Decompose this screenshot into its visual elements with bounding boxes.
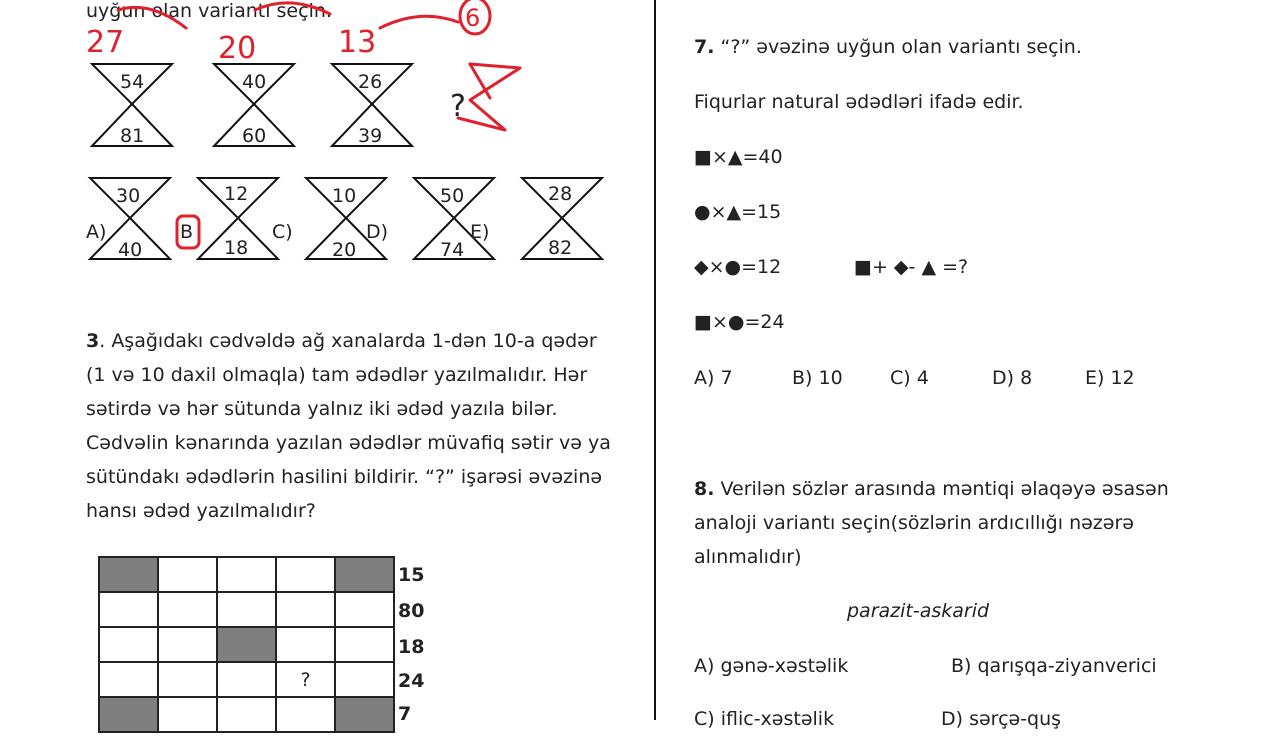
circle-icon: ● [727, 311, 745, 333]
grid-cell[interactable] [158, 627, 217, 662]
q8-number: 8. [694, 478, 715, 500]
q8-option-a[interactable]: A) gənə-xəstəlik [694, 655, 849, 677]
diamond-icon: ◆ [694, 256, 709, 278]
grid-cell[interactable] [276, 592, 335, 627]
grid-cell[interactable] [158, 557, 217, 592]
opt-c-bottom: 20 [332, 239, 357, 261]
q7-title: 7. “?” əvəzinə uyğun olan variantı seçin. [694, 36, 1082, 58]
opt-a-label: A) [86, 221, 107, 243]
grid-cell[interactable] [276, 627, 335, 662]
hand-number-13: 13 [338, 25, 377, 60]
q8-option-c[interactable]: C) iflic-xəstəlik [694, 708, 835, 730]
fig3-bottom: 39 [358, 125, 383, 147]
equation-2: ●×▲=15 [694, 201, 782, 223]
opt-e-top: 28 [548, 183, 573, 205]
example-figure-2 [214, 64, 294, 147]
circle-icon: ● [694, 201, 711, 223]
q7-subtitle: Fiqurlar natural ədədləri ifadə edir. [694, 91, 1024, 113]
page-divider [654, 0, 656, 720]
q7-option-b[interactable]: B) 10 [792, 367, 843, 389]
grid-cell [335, 697, 394, 732]
hand-number-20: 20 [218, 31, 257, 66]
q3-line-1: 3. Aşağıdakı cədvəldə ağ xanalarda 1-dən 10-a qədər [86, 330, 597, 352]
opt-d-label: D) [366, 221, 389, 243]
q3-line-2: (1 və 10 daxil olmaqla) tam ədədlər yazılmalıdır. Hər [86, 364, 588, 386]
row-product-2: 80 [398, 600, 425, 622]
opt-d-bottom: 74 [440, 239, 465, 261]
q3-line-5: sütündakı ədədlərin hasilini bildirir. “?” işarəsi əvəzinə [86, 466, 603, 488]
q3-line-3: sətirdə və hər sütunda yalnız iki ədəd yazıla bilər. [86, 398, 558, 420]
grid-cell[interactable] [217, 662, 276, 697]
grid-cell [217, 627, 276, 662]
q7-option-c[interactable]: C) 4 [890, 367, 929, 389]
option-b[interactable] [177, 178, 278, 259]
square-icon: ■ [694, 146, 712, 168]
q7-option-a[interactable]: A) 7 [694, 367, 733, 389]
fig3-top: 26 [358, 71, 383, 93]
opt-b-top: 12 [224, 183, 249, 205]
triangle-icon: ▲ [727, 146, 743, 168]
fig1-top: 54 [120, 71, 145, 93]
opt-e-bottom: 82 [548, 237, 573, 259]
hand-question-mark: ? [450, 89, 466, 124]
grid-cell[interactable] [335, 592, 394, 627]
q3-number: 3 [86, 330, 100, 352]
example-figure-1 [92, 64, 172, 147]
times-icon: × [708, 256, 725, 278]
triangle-icon: ▲ [921, 256, 937, 278]
grid-cell [335, 557, 394, 592]
q3-line-6: hansı ədəd yazılmalıdır? [86, 500, 316, 522]
option-e[interactable] [470, 178, 602, 259]
grid-cell[interactable] [99, 627, 158, 662]
grid-cell [99, 697, 158, 732]
fig1-bottom: 81 [120, 125, 145, 147]
option-d[interactable] [366, 178, 494, 261]
grid-cell[interactable] [217, 557, 276, 592]
times-icon: × [710, 201, 727, 223]
times-icon: × [711, 311, 728, 333]
hand-number-6: 6 [465, 4, 481, 32]
row-product-5: 7 [398, 703, 412, 725]
square-icon: ■ [694, 311, 712, 333]
opt-a-bottom: 40 [118, 239, 143, 261]
grid-cell[interactable] [158, 592, 217, 627]
opt-c-label: C) [272, 221, 293, 243]
grid-cell[interactable] [276, 557, 335, 592]
q2-header-fragment: uyğun olan variantı seçin. [86, 0, 332, 22]
q8-line-1: 8. Verilən sözlər arasında məntiqi əlaqəyə əsasən [694, 478, 1169, 500]
example-figures [90, 62, 430, 152]
product-grid [98, 556, 395, 733]
times-icon: × [711, 146, 728, 168]
row-product-1: 15 [398, 564, 425, 586]
grid-cell[interactable] [335, 662, 394, 697]
grid-cell[interactable] [335, 627, 394, 662]
equation-3: ◆×●=12 [694, 256, 782, 278]
fig2-top: 40 [242, 71, 267, 93]
grid-cell [99, 557, 158, 592]
grid-cell[interactable] [217, 697, 276, 732]
q8-line-2: analoji variantı seçin(sözlərin ardıcıllığı nəzərə [694, 512, 1134, 534]
q8-word-pair: parazit-askarid [847, 600, 990, 622]
square-icon: ■ [854, 256, 872, 278]
option-c[interactable] [272, 178, 389, 261]
grid-cell[interactable] [158, 697, 217, 732]
q7-option-d[interactable]: D) 8 [992, 367, 1033, 389]
fig2-bottom: 60 [242, 125, 267, 147]
triangle-icon: ▲ [726, 201, 742, 223]
q7-option-e[interactable]: E) 12 [1085, 367, 1135, 389]
opt-c-top: 10 [332, 185, 357, 207]
q8-option-b[interactable]: B) qarışqa-ziyanverici [951, 655, 1157, 677]
grid-cell[interactable] [99, 662, 158, 697]
option-a[interactable] [86, 178, 170, 261]
grid-cell[interactable] [158, 662, 217, 697]
grid-cell[interactable] [99, 592, 158, 627]
opt-a-top: 30 [116, 185, 141, 207]
example-figure-3 [332, 64, 412, 147]
row-product-4: 24 [398, 670, 425, 692]
q7-number: 7. [694, 36, 715, 58]
answer-figures [84, 176, 614, 266]
opt-d-top: 50 [440, 185, 465, 207]
circle-icon: ● [724, 256, 742, 278]
grid-cell-question[interactable]: ? [276, 662, 335, 697]
hand-number-27: 27 [86, 25, 125, 60]
diamond-icon: ◆ [893, 256, 909, 278]
q8-option-d[interactable]: D) sərçə-quş [941, 708, 1062, 730]
row-product-3: 18 [398, 636, 425, 658]
opt-e-label: E) [470, 221, 490, 243]
equation-4: ■×●=24 [694, 311, 785, 333]
opt-b-label: B [180, 221, 194, 243]
grid-cell[interactable] [276, 697, 335, 732]
opt-b-bottom: 18 [224, 237, 249, 259]
grid-cell[interactable] [217, 592, 276, 627]
equation-question: ■+ ◆- ▲ =? [854, 256, 969, 278]
q3-line-4: Cədvəlin kənarında yazılan ədədlər müvafiq sətir və ya [86, 432, 611, 454]
equation-1: ■×▲=40 [694, 146, 783, 168]
q8-line-3: alınmalıdır) [694, 546, 802, 568]
